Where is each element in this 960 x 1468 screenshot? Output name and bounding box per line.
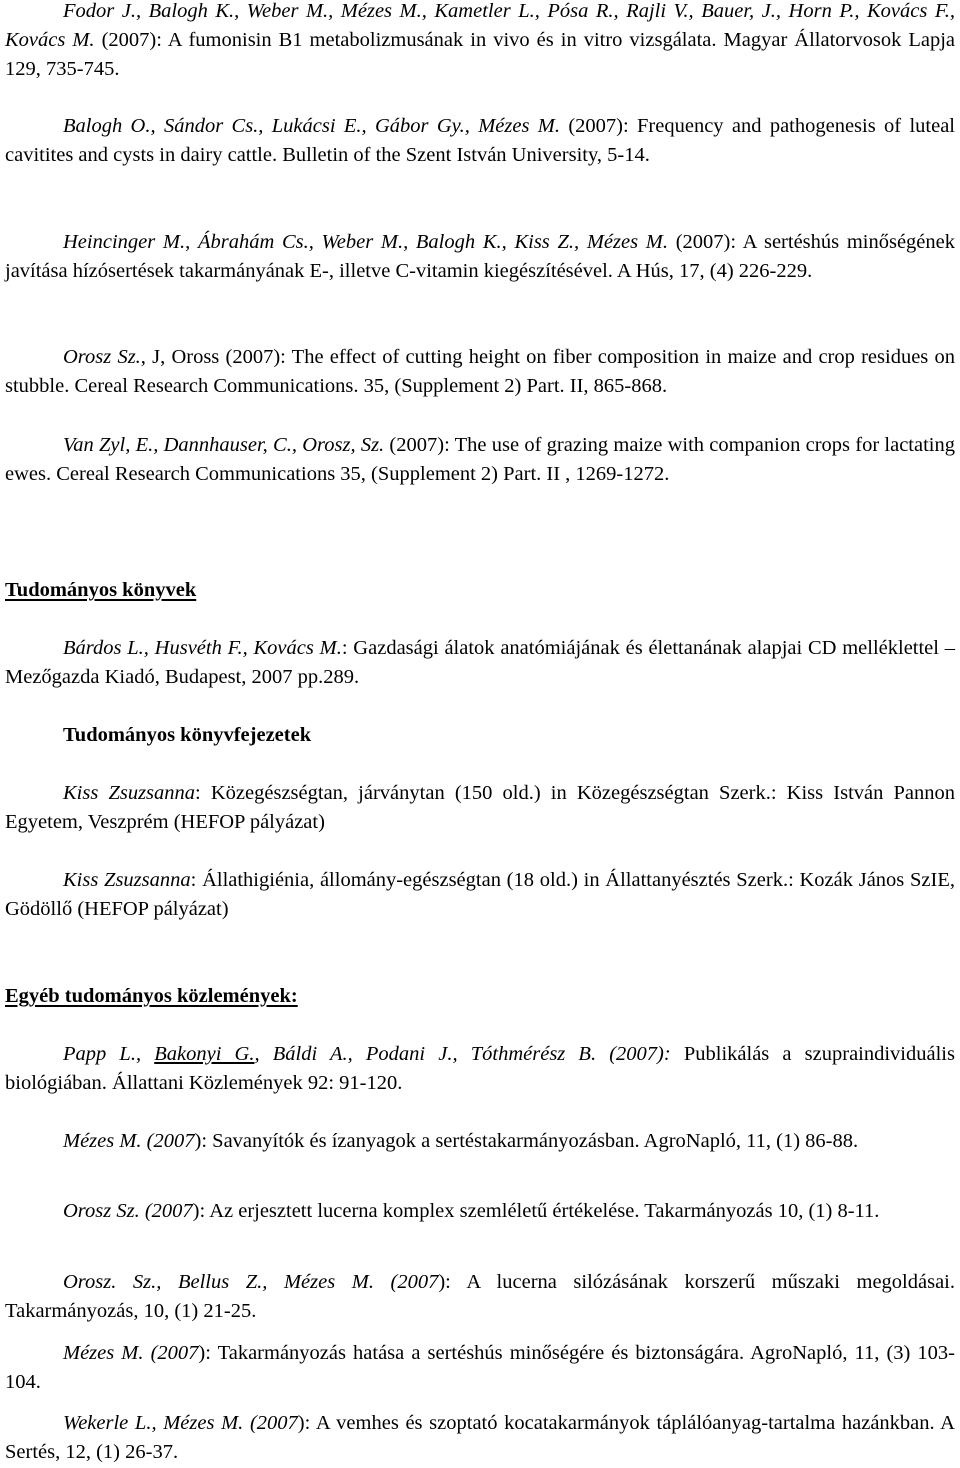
chapter-details: : Közegészségtan, járványtan (150 old.) in Közegészségtan Szerk.: Kiss István Pannon Egyetem, Veszprém (HEFOP pályázat)	[5, 782, 955, 833]
reference-authors: Fodor J., Balogh K., Weber M., Mézes M., Kametler L., Pósa R., Rajli V., Bauer, J., Horn P., Kovács F., Kovács M.	[5, 0, 955, 51]
book-details: : Gazdasági álatok anatómiájának és élettanának alapjai CD melléklettel – Mezőgazda Kiadó, Budapest, 2007 pp.289.	[5, 637, 956, 688]
reference-authors: Orosz Sz.	[63, 346, 141, 368]
publication-author: Papp L.,	[63, 1043, 155, 1065]
publication-entry	[5, 1040, 955, 1098]
reference-details: (2007): The use of grazing maize with companion crops for lactating ewes. Cereal Research Communications 35, (Supplement 2) Part. II , 1269-1272.	[5, 434, 955, 485]
chapter-author: Kiss Zsuzsanna	[63, 869, 191, 891]
publication-entry	[5, 1268, 955, 1326]
reference-entry	[5, 343, 955, 401]
publication-entry	[5, 1197, 955, 1226]
reference-authors: Balogh O., Sándor Cs., Lukácsi E., Gábor Gy., Mézes M.	[63, 115, 569, 137]
publication-entry	[5, 1339, 955, 1397]
publication-entry	[5, 1409, 955, 1467]
publication-details: ): Takarmányozás hatása a sertéshús minőségére és biztonságára. AgroNapló, 11, (3) 103-104.	[5, 1342, 955, 1393]
publication-authors: Orosz. Sz., Bellus Z., Mézes M. (2007	[63, 1271, 439, 1293]
publication-authors: Mézes M. (2007	[63, 1342, 199, 1364]
book-entry	[5, 634, 955, 692]
publication-details: ): Savanyítók és ízanyagok a sertéstakarmányozásban. AgroNapló, 11, (1) 86-88.	[194, 1130, 859, 1152]
chapter-entry	[5, 779, 955, 837]
reference-authors: Heincinger M., Ábrahám Cs., Weber M., Balogh K., Kiss Z., Mézes M.	[63, 231, 676, 253]
chapter-author: Kiss Zsuzsanna	[63, 782, 196, 804]
reference-details: (2007): A sertéshús minőségének javítása hízósertések takarmányának E-, illetve C-vitamin kiegészítésével. A Hús, 17, (4) 226-229.	[5, 231, 956, 282]
section-heading-other: Egyéb tudományos közlemények:	[5, 985, 298, 1007]
section-heading-books: Tudományos könyvek	[5, 579, 197, 601]
section-heading-chapters: Tudományos könyvfejezetek	[63, 724, 312, 746]
publication-details: Publikálás a szupraindividuális biológiában. Állattani Közlemények 92: 91-120.	[5, 1043, 955, 1094]
publication-authors: Mézes M. (2007	[63, 1130, 195, 1152]
chapter-entry	[5, 866, 955, 924]
publication-authors: Orosz Sz. (2007	[63, 1200, 193, 1222]
reference-entry	[5, 112, 955, 170]
publication-authors: Wekerle L., Mézes M. (2007	[63, 1412, 298, 1434]
reference-entry	[5, 0, 955, 84]
reference-details: (2007): Frequency and pathogenesis of luteal cavitites and cysts in dairy cattle. Bulletin of the Szent István University, 5-14.	[5, 115, 955, 166]
reference-entry	[5, 228, 955, 286]
reference-details: , J, Oross (2007): The effect of cutting height on fiber composition in maize and crop residues on stubble. Cereal Research Communications. 35, (Supplement 2) Part. II, 865-868.	[5, 346, 955, 397]
reference-authors: Van Zyl, E., Dannhauser, C., Orosz, Sz.	[63, 434, 390, 456]
publication-authors-year: , Báldi A., Podani J., Tóthmérész B. (2007):	[254, 1043, 671, 1065]
publication-author-underlined: Bakonyi G.	[154, 1043, 255, 1065]
publication-entry	[5, 1127, 955, 1156]
publication-details: ): Az erjesztett lucerna komplex szemléletű értékelése. Takarmányozás 10, (1) 8-11.	[192, 1200, 880, 1222]
chapter-details: : Állathigiénia, állomány-egészségtan (18 old.) in Állattanyésztés Szerk.: Kozák János SzIE, Gödöllő (HEFOP pályázat)	[5, 869, 955, 920]
reference-entry	[5, 431, 955, 489]
publication-details: ): A lucerna silózásának korszerű műszaki megoldásai. Takarmányozás, 10, (1) 21-25.	[5, 1271, 955, 1322]
book-authors: Bárdos L., Husvéth F., Kovács M.	[63, 637, 342, 659]
publication-details: ): A vemhes és szoptató kocatakarmányok táplálóanyag-tartalma hazánkban. A Sertés, 12, (1) 26-37.	[5, 1412, 955, 1463]
reference-details: (2007): A fumonisin B1 metabolizmusának in vivo és in vitro vizsgálata. Magyar Állatorvosok Lapja 129, 735-745.	[5, 29, 955, 80]
